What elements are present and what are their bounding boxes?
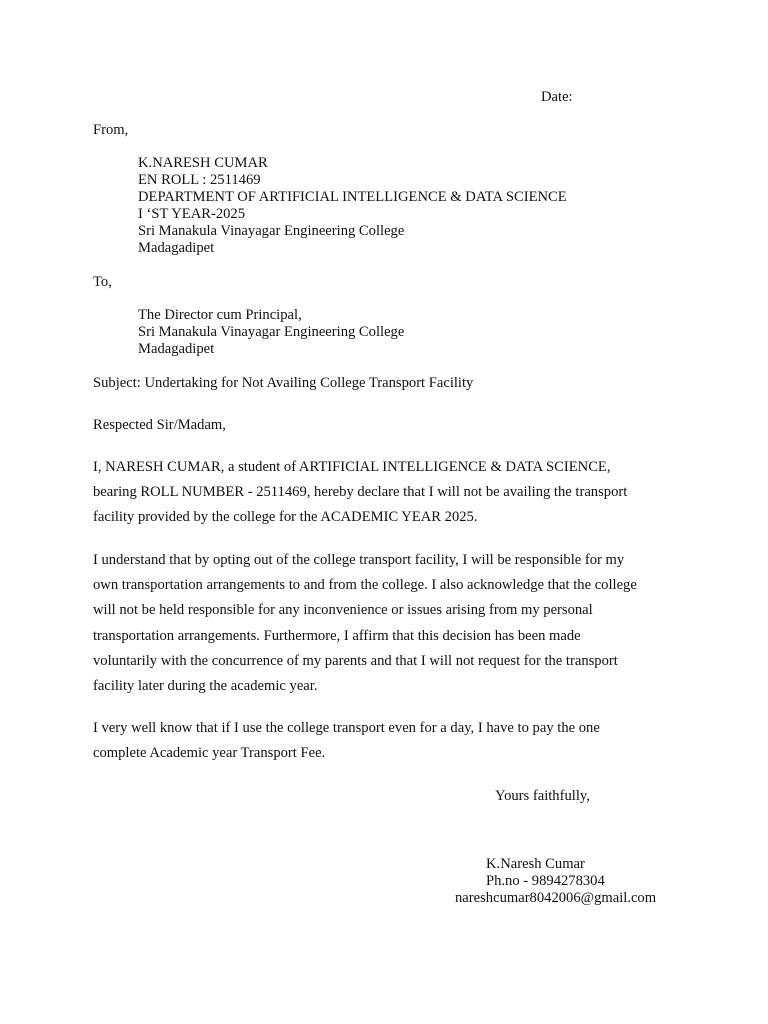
sender-roll: EN ROLL : 2511469 (138, 172, 261, 188)
signature-name: K.Naresh Cumar (486, 856, 585, 872)
paragraph-line: facility provided by the college for the ACADEMIC YEAR 2025. (93, 509, 478, 526)
closing: Yours faithfully, (495, 788, 590, 804)
paragraph-line: I understand that by opting out of the college transport facility, I will be responsible for my (93, 552, 625, 568)
paragraph-line: own transportation arrangements to and from the college. I also acknowledge that the college (93, 577, 637, 594)
sender-year: I ‘ST YEAR-2025 (138, 206, 246, 222)
recipient-address (138, 307, 404, 358)
date-label: Date: (541, 89, 573, 105)
paragraph-line: will not be held responsible for any inconvenience or issues arising from my personal (93, 602, 593, 619)
sender-name: K.NARESH CUMAR (138, 155, 268, 171)
signature-phone: Ph.no - 9894278304 (486, 873, 605, 889)
paragraph-line: I very well know that if I use the college transport even for a day, I have to pay the one (93, 720, 600, 736)
sender-college: Sri Manakula Vinayagar Engineering College (138, 223, 405, 239)
paragraph-line: voluntarily with the concurrence of my parents and that I will not request for the transport (93, 652, 618, 669)
signature-email: nareshcumar8042006@gmail.com (455, 890, 657, 906)
paragraph-line: complete Academic year Transport Fee. (93, 745, 326, 762)
sender-address (138, 155, 567, 257)
recipient-college: Sri Manakula Vinayagar Engineering College (138, 324, 405, 340)
paragraph-line: I, NARESH CUMAR, a student of ARTIFICIAL INTELLIGENCE & DATA SCIENCE, (93, 459, 611, 475)
paragraph-line: facility later during the academic year. (93, 678, 318, 695)
paragraph-line: bearing ROLL NUMBER - 2511469, hereby declare that I will not be availing the transport (93, 484, 628, 501)
responsibility-paragraph (93, 548, 683, 699)
sender-department: DEPARTMENT OF ARTIFICIAL INTELLIGENCE & DATA SCIENCE (138, 189, 567, 205)
paragraph-line: transportation arrangements. Furthermore, I affirm that this decision has been made (93, 627, 581, 644)
salutation: Respected Sir/Madam, (93, 417, 226, 433)
to-label: To, (93, 274, 112, 290)
fee-paragraph (93, 716, 683, 766)
sender-location: Madagadipet (138, 240, 215, 256)
recipient-title: The Director cum Principal, (138, 307, 302, 323)
from-label: From, (93, 122, 129, 138)
declaration-paragraph (93, 455, 683, 531)
subject-line: Subject: Undertaking for Not Availing College Transport Facility (93, 375, 474, 391)
recipient-location: Madagadipet (138, 341, 215, 357)
